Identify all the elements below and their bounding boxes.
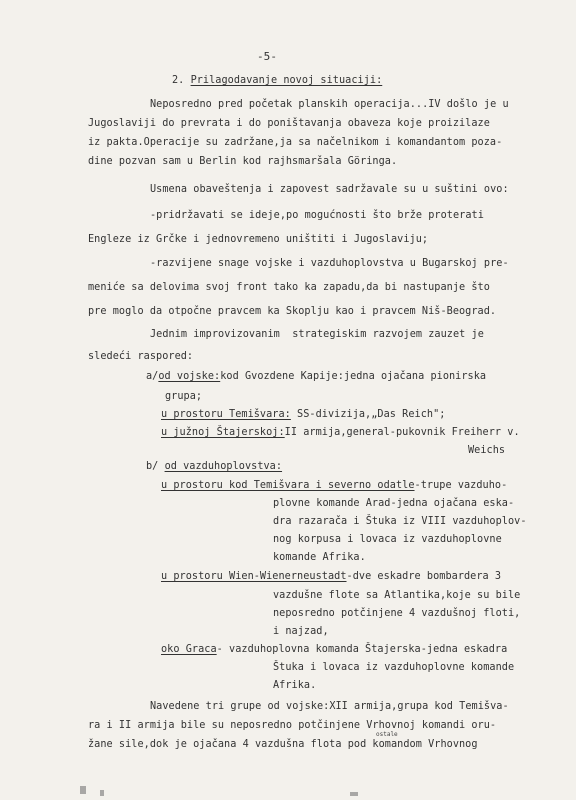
text-line: -razvijene snage vojske i vazduhoplovstva u Bugarskoj pre- bbox=[150, 258, 509, 269]
text-line: dine pozvan sam u Berlin kod rajhsmaršala Göringa. bbox=[88, 156, 398, 167]
location-rest: -dve eskadre bombardera 3 bbox=[346, 571, 502, 582]
list-item bbox=[161, 570, 501, 583]
label-b-title: od vazduhoplovstva: bbox=[164, 461, 283, 472]
text-line: Štuka i lovaca iz vazduhoplovne komande bbox=[273, 662, 515, 673]
text-line: sledeći raspored: bbox=[88, 351, 194, 362]
text-line: pre moglo da otpočne pravcem ka Skoplju kao i pravcem Niš-Beograd. bbox=[88, 306, 497, 317]
heading-number: 2. bbox=[172, 75, 185, 86]
text-line: plovne komande Arad-jedna ojačana eska- bbox=[273, 498, 515, 509]
text-line: vazdušne flote sa Atlantika,koje su bile bbox=[273, 590, 521, 601]
text-line: i najzad, bbox=[273, 626, 329, 637]
text-line: meniće sa delovima svoj front tako ka zapadu,da bi nastupanje što bbox=[88, 282, 490, 293]
scan-mark bbox=[80, 786, 86, 794]
location: u prostoru kod Temišvara i severno odatle bbox=[161, 480, 415, 491]
interlinear-note: ostale bbox=[376, 731, 398, 738]
text-line: žane sile,dok je ojačana 4 vazdušna flota pod komandom Vrhovnog bbox=[88, 739, 478, 750]
list-item bbox=[161, 643, 507, 656]
page-number: -5- bbox=[257, 50, 278, 63]
text-line: Usmena obaveštenja i zapovest sadržavale su u suštini ovo: bbox=[150, 184, 509, 195]
label-b: b/ bbox=[146, 461, 159, 472]
scan-mark bbox=[350, 792, 358, 796]
label-a-title: od vojske: bbox=[158, 371, 221, 382]
text-line: ra i II armija bile su neposredno potčinjene Vrhovnoj komandi oru- bbox=[88, 720, 497, 731]
location-rest: - vazduhoplovna komanda Štajerska-jedna eskadra bbox=[216, 644, 508, 655]
text-line: Neposredno pred početak planskih operacija...IV došlo je u bbox=[150, 99, 509, 110]
text-line: grupa; bbox=[165, 391, 203, 402]
list-item bbox=[161, 426, 520, 439]
text-line: komande Afrika. bbox=[273, 552, 366, 563]
list-item-b bbox=[146, 460, 282, 473]
list-item-a bbox=[146, 370, 486, 383]
text-line: Engleze iz Grčke i jednovremeno uništiti i Jugoslaviju; bbox=[88, 234, 429, 245]
location: u prostoru Temišvara: bbox=[161, 409, 291, 420]
section-heading bbox=[172, 74, 382, 87]
text-line: iz pakta.Operacije su zadržane,ja sa načelnikom i komandantom poza- bbox=[88, 137, 503, 148]
location-rest: SS-divizija,„Das Reich"; bbox=[290, 409, 446, 420]
text-line: Jednim improvizovanim strategiskim razvojem zauzet je bbox=[150, 329, 484, 340]
scan-mark bbox=[100, 790, 104, 796]
text-line: -pridržavati se ideje,po mogućnosti što brže proterati bbox=[150, 210, 484, 221]
location: oko Graca bbox=[161, 644, 217, 655]
location: u južnoj Štajerskoj: bbox=[161, 427, 285, 438]
location: u prostoru Wien-Wienerneustadt bbox=[161, 571, 347, 582]
text-line: Afrika. bbox=[273, 680, 317, 691]
list-item bbox=[161, 408, 445, 421]
label-a-rest: kod Gvozdene Kapije:jedna ojačana pionirska bbox=[220, 371, 487, 382]
location-rest: II armija,general-pukovnik Freiherr v. bbox=[284, 427, 520, 438]
location-rest: -trupe vazduho- bbox=[414, 480, 508, 491]
label-a: a/ bbox=[146, 371, 159, 382]
text-line: neposredno potčinjene 4 vazdušnoj floti, bbox=[273, 608, 521, 619]
text-line: Jugoslaviji do prevrata i do poništavanja obaveza koje proizilaze bbox=[88, 118, 490, 129]
heading-title: Prilagodavanje novoj situaciji: bbox=[190, 75, 383, 86]
text-line: Weichs bbox=[468, 445, 506, 456]
text-line: Navedene tri grupe od vojske:XII armija,grupa kod Temišva- bbox=[150, 701, 509, 712]
text-line: nog korpusa i lovaca iz vazduhoplovne bbox=[273, 534, 502, 545]
text-line: dra razarača i Štuka iz VIII vazduhoplov- bbox=[273, 516, 527, 527]
list-item bbox=[161, 479, 507, 492]
